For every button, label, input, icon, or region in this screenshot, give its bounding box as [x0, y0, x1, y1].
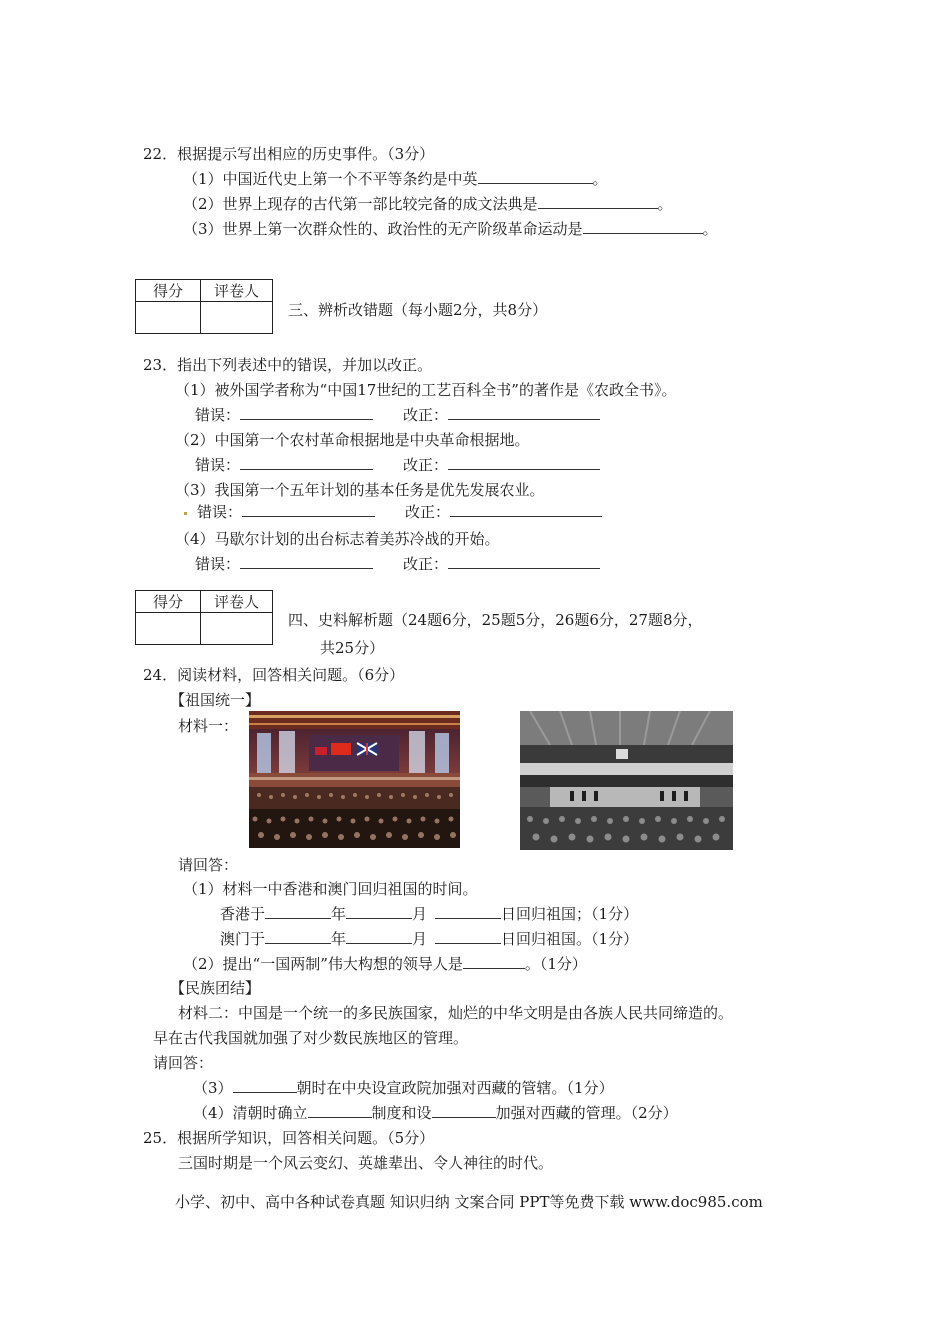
error-blank[interactable] — [242, 502, 375, 517]
office-blank[interactable] — [432, 1103, 496, 1118]
hk-year-blank[interactable] — [265, 904, 331, 919]
error-label: 错误： — [197, 503, 243, 521]
theme-reunification: 【祖国统一】 — [170, 691, 261, 709]
q22-item-1-end: 。 — [592, 170, 608, 188]
fix-blank[interactable] — [448, 455, 600, 470]
material-2-line-2: 早在古代我国就加强了对少数民族地区的管理。 — [153, 1029, 469, 1047]
score-cell[interactable] — [136, 302, 201, 334]
grader-header: 评卷人 — [201, 280, 273, 302]
mo-month-blank[interactable] — [346, 929, 412, 944]
q24-sub3-text: 朝时在中央设宣政院加强对西藏的管辖。（1分） — [296, 1079, 614, 1097]
hk-label: 香港于 — [220, 905, 266, 923]
q24-sub2-end: 。（1分） — [524, 955, 587, 973]
q22-title: 22．根据提示写出相应的历史事件。（3分） — [143, 145, 435, 163]
q25-line-1: 三国时期是一个风云变幻、英雄辈出、令人神往的时代。 — [178, 1154, 554, 1172]
q24-sub4-text: （4）清朝时确立 — [193, 1104, 308, 1122]
macau-handover-photo — [520, 711, 733, 850]
year-label: 年 — [331, 905, 347, 923]
q24-sub3-num: （3） — [193, 1079, 233, 1097]
hong-kong-handover-photo — [249, 711, 460, 848]
q24-hk-line — [220, 904, 638, 924]
answer-blank[interactable] — [538, 194, 658, 209]
section-4-title: 四、史料解析题（24题6分，25题5分，26题6分，27题8分， — [288, 611, 703, 629]
system-blank[interactable] — [308, 1103, 372, 1118]
stray-mark — [184, 512, 187, 515]
fix-label: 改正： — [403, 555, 449, 573]
grader-cell[interactable] — [201, 302, 273, 334]
grader-cell[interactable] — [201, 613, 273, 645]
hk-month-blank[interactable] — [346, 904, 412, 919]
score-header: 得分 — [136, 280, 201, 302]
error-label: 错误： — [195, 406, 241, 424]
score-table — [135, 590, 273, 645]
error-blank[interactable] — [240, 554, 373, 569]
dynasty-blank[interactable] — [233, 1078, 297, 1093]
q24-mo-line — [220, 929, 638, 949]
fix-blank[interactable] — [448, 405, 600, 420]
mo-label: 澳门于 — [220, 930, 266, 948]
q24-prompt-2: 请回答： — [153, 1054, 214, 1072]
q23-item-4: （4）马歇尔计划的出台标志着美苏冷战的开始。 — [175, 530, 500, 548]
q24-prompt: 请回答： — [178, 856, 239, 874]
q23-item-1-answer — [195, 405, 373, 425]
month-label: 月 — [412, 905, 428, 923]
page-footer: 小学、初中、高中各种试卷真题 知识归纳 文案合同 PPT等免费下载 www.doc985.com — [175, 1193, 763, 1211]
q23-item-3: （3）我国第一个五年计划的基本任务是优先发展农业。 — [175, 481, 545, 499]
section-3-title: 三、辨析改错题（每小题2分，共8分） — [288, 301, 548, 319]
q23-item-1-fix — [403, 405, 600, 425]
q23-item-2-fix — [403, 455, 600, 475]
month-label: 月 — [412, 930, 428, 948]
q23-item-3-fix — [405, 502, 602, 522]
q22-item-2 — [183, 194, 673, 214]
theme-ethnic-unity: 【民族团结】 — [170, 979, 261, 997]
q22-item-1-text: （1）中国近代史上第一个不平等条约是中英 — [183, 170, 478, 188]
material-2-line-1: 材料二：中国是一个统一的多民族国家，灿烂的中华文明是由各族人民共同缔造的。 — [178, 1004, 734, 1022]
answer-blank[interactable] — [478, 169, 593, 184]
score-table — [135, 279, 273, 334]
q23-item-3-answer — [197, 502, 375, 522]
hk-day-blank[interactable] — [435, 904, 501, 919]
q22-item-2-end: 。 — [657, 195, 673, 213]
day-label: 日回归祖国；（1分） — [501, 905, 639, 923]
score-header: 得分 — [136, 591, 201, 613]
grader-header: 评卷人 — [201, 591, 273, 613]
score-cell[interactable] — [136, 613, 201, 645]
day-label: 日回归祖国。（1分） — [501, 930, 639, 948]
q23-title: 23．指出下列表述中的错误，并加以改正。 — [143, 356, 433, 374]
q25-title: 25．根据所学知识，回答相关问题。（5分） — [143, 1129, 435, 1147]
q24-sub4-mid: 制度和设 — [371, 1104, 432, 1122]
q22-item-3-end: 。 — [702, 220, 718, 238]
q22-item-2-text: （2）世界上现存的古代第一部比较完备的成文法典是 — [183, 195, 538, 213]
q22-item-3 — [183, 219, 718, 239]
error-label: 错误： — [195, 456, 241, 474]
fix-blank[interactable] — [450, 502, 602, 517]
error-blank[interactable] — [240, 405, 373, 420]
fix-label: 改正： — [403, 456, 449, 474]
q23-item-2: （2）中国第一个农村革命根据地是中央革命根据地。 — [175, 431, 530, 449]
q24-sub4-end: 加强对西藏的管理。（2分） — [495, 1104, 678, 1122]
section-4-title-cont: 共25分） — [320, 639, 385, 657]
error-blank[interactable] — [240, 455, 373, 470]
answer-blank[interactable] — [583, 219, 703, 234]
fix-label: 改正： — [403, 406, 449, 424]
q24-sub1: （1）材料一中香港和澳门回归祖国的时间。 — [183, 880, 478, 898]
q24-sub2 — [183, 954, 587, 974]
q23-item-1: （1）被外国学者称为“中国17世纪的工艺百科全书”的著作是《农政全书》。 — [175, 381, 677, 399]
year-label: 年 — [331, 930, 347, 948]
q24-sub4 — [193, 1103, 678, 1123]
q23-item-2-answer — [195, 455, 373, 475]
mo-year-blank[interactable] — [265, 929, 331, 944]
q24-sub2-text: （2）提出“一国两制”伟大构想的领导人是 — [183, 955, 463, 973]
material-1-label: 材料一： — [178, 717, 239, 735]
q23-item-4-answer — [195, 554, 373, 574]
mo-day-blank[interactable] — [435, 929, 501, 944]
leader-blank[interactable] — [463, 954, 525, 969]
q22-item-3-text: （3）世界上第一次群众性的、政治性的无产阶级革命运动是 — [183, 220, 583, 238]
fix-blank[interactable] — [448, 554, 600, 569]
q22-item-1 — [183, 169, 608, 189]
q24-title: 24．阅读材料，回答相关问题。（6分） — [143, 666, 405, 684]
error-label: 错误： — [195, 555, 241, 573]
fix-label: 改正： — [405, 503, 451, 521]
q23-item-4-fix — [403, 554, 600, 574]
q24-sub3 — [193, 1078, 614, 1098]
